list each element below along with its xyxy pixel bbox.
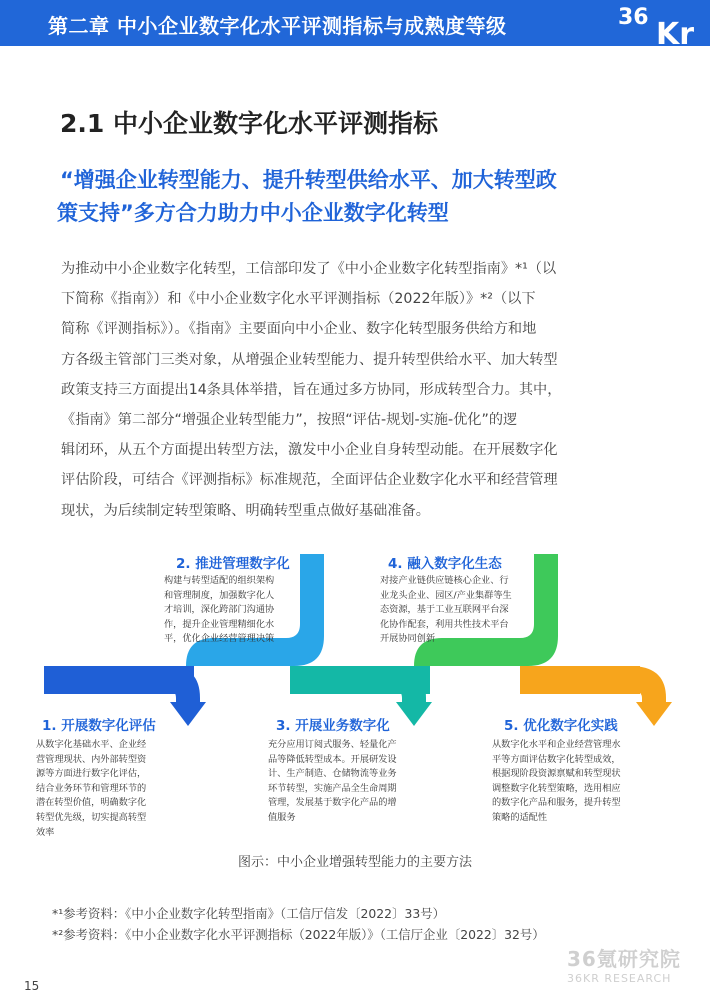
reference-text: 参考资料：《中小企业数字化转型指南》（工信厅信发〔2022〕33号） [63,906,446,921]
watermark-line-2: 36KR RESEARCH [567,972,672,985]
body-line: 简称《评测指标》）。《指南》主要面向中小企业、数字化转型服务供给方和地 [61,321,537,338]
reference-1 [52,904,445,922]
desc-line: 根据现阶段资源禀赋和转型现状 [492,768,621,780]
desc-line: 环节转型，实施产品全生命周期 [268,782,397,794]
desc-line: 从数字化水平和企业经营管理水 [492,739,621,750]
body-line: 辑闭环，从五个方面提出转型方法，激发中小企业自身转型动能。在开展数字化 [61,442,558,459]
reference-mark: *² [52,927,64,942]
desc-line: 平等方面评估数字化转型成效， [492,753,621,765]
desc-line: 和管理制度，加强数字化人 [164,589,275,601]
page-number: 15 [24,979,40,993]
step-1-description [36,738,146,840]
desc-line: 品等降低转型成本。开展研发设 [268,753,397,765]
desc-line: 构建与转型适配的组织架构 [164,575,275,586]
desc-line: 源等方面进行数字化评估， [36,768,147,780]
desc-line: 充分应用订阅式服务、轻量化产 [268,739,397,750]
desc-line: 从数字化基础水平、企业经 [36,739,147,750]
ribbon-segment-5 [520,666,640,694]
desc-line: 态资源，基于工业互联网平台深 [380,604,509,616]
desc-line: 策略的适配性 [492,811,548,823]
step-4-description [380,574,512,647]
body-line: 为推动中小企业数字化转型，工信部印发了《中小企业数字化转型指南》*¹（以 [61,261,557,277]
body-line: 现状，为后续制定转型策略、明确转型重点做好基础准备。 [61,502,430,519]
chapter-title: 第二章 中小企业数字化水平评测指标与成熟度等级 [48,14,507,38]
figure-caption: 图示：中小企业增强转型能力的主要方法 [237,855,472,870]
step-4-title: 4. 融入数字化生态 [388,556,502,572]
body-line: 方各级主管部门三类对象，从增强企业转型能力、提升转型供给水平、加大转型 [61,351,558,368]
desc-line: 调整数字化转型策略，选用相应 [492,782,621,794]
watermark-line-1: 36氪研究院 [567,947,681,971]
step-3-description [268,738,397,826]
reference-2 [52,925,545,943]
headline-line-1: “增强企业转型能力、提升转型供给水平、加大转型政 [60,168,557,192]
desc-line: 的数字化产品和服务，提升转型 [492,797,621,809]
desc-line: 化协作配套，利用共性技术平台 [380,618,509,630]
desc-line: 潜在转型价值，明确数字化 [36,797,147,809]
step-3-title: 3. 开展业务数字化 [276,718,390,734]
reference-text: 参考资料：《中小企业数字化水平评测指标（2022年版）》（工信厅企业〔2022〕32号） [63,927,545,942]
step-1-down-arrow [168,666,206,726]
desc-line: 营管理现状、内外部转型资 [36,753,147,765]
chapter-header [0,0,710,46]
desc-line: 作，提升企业管理精细化水 [164,618,275,630]
headline-line-2: 策支持”多方合力助力中小企业数字化转型 [57,201,449,225]
desc-line: 平，优化企业经营管理决策 [164,633,275,645]
desc-line: 才培训，深化跨部门沟通协 [164,604,275,616]
reference-mark: *¹ [52,906,64,921]
section-title: 2.1 中小企业数字化水平评测指标 [60,109,438,138]
step-2-title: 2. 推进管理数字化 [176,556,290,572]
desc-line: 效率 [36,826,55,838]
step-1-title: 1. 开展数字化评估 [42,718,156,734]
body-line: 政策支持三方面提出14条具体举措，旨在通过多方协同，形成转型合力。其中， [61,381,562,398]
desc-line: 开展协同创新 [380,633,436,645]
step-5-down-arrow [630,666,672,726]
desc-line: 对接产业链供应链核心企业、行 [380,575,509,586]
body-line: 评估阶段，可结合《评测指标》标准规范，全面评估企业数字化水平和经营管理 [61,472,558,489]
desc-line: 结合业务环节和管理环节的 [36,782,147,794]
process-diagram [0,540,710,860]
step-5-title: 5. 优化数字化实践 [504,718,618,734]
desc-line: 管理，发展基于数字化产品的增 [268,797,397,809]
desc-line: 值服务 [268,811,296,823]
body-paragraph [61,254,661,526]
desc-line: 计、生产制造、仓储物流等业务 [268,768,397,780]
step-5-description [492,738,621,826]
brand-logo-36kr [616,0,710,46]
step-2-description [164,574,274,647]
body-line: 《指南》第二部分“增强企业转型能力”，按照“评估-规划-实施-优化”的逻 [61,412,518,429]
desc-line: 转型优先级，切实提高转型 [36,811,147,823]
watermark-36kr-research [567,943,681,985]
desc-line: 业龙头企业、园区/产业集群等生 [380,589,512,601]
svg-text:Kr: Kr [656,17,695,46]
body-line: 下简称《指南》）和《中小企业数字化水平评测指标（2022年版）》*²（以下 [61,291,536,308]
headline [57,164,660,230]
svg-text:36: 36 [618,5,649,30]
